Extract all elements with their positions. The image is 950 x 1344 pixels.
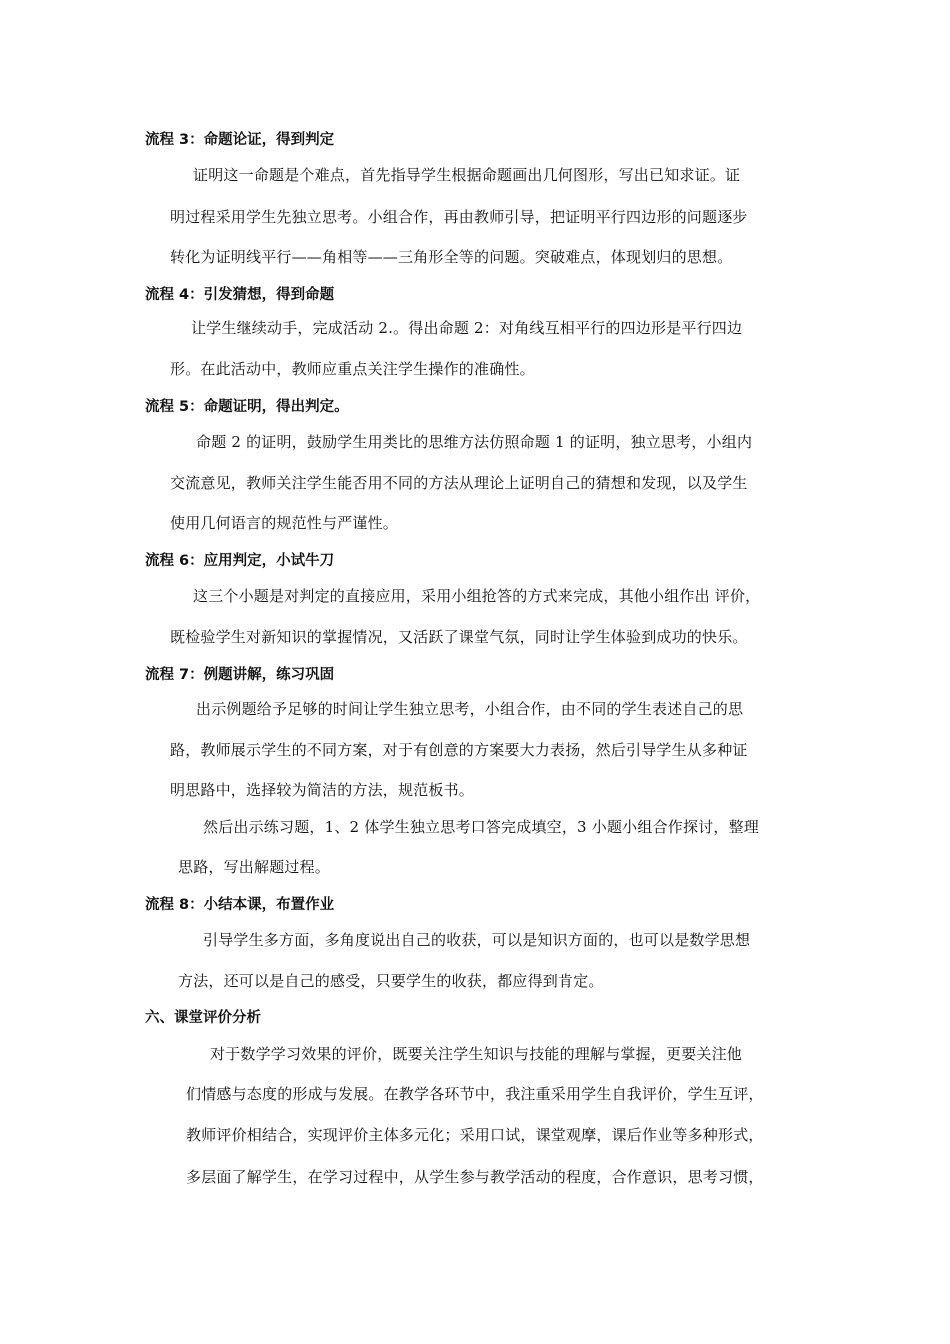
- paragraph-line: 明思路中，选择较为简洁的方法，规范板书。: [170, 781, 475, 799]
- section-heading: 流程 6：应用判定，小试牛刀: [145, 553, 335, 569]
- paragraph-line: 明过程采用学生先独立思考。小组合作，再由教师引导，把证明平行四边形的问题逐步: [170, 208, 748, 226]
- paragraph-line: 引导学生多方面，多角度说出自己的收获，可以是知识方面的，也可以是数学思想: [203, 931, 751, 949]
- paragraph-line: 路，教师展示学生的不同方案，对于有创意的方案要大力表扬，然后引导学生从多种证: [170, 741, 748, 759]
- paragraph-line: 使用几何语言的规范性与严谨性。: [170, 514, 399, 532]
- paragraph-line: 们情感与态度的形成与发展。在教学各环节中，我注重采用学生自我评价，学生互评，: [186, 1085, 764, 1103]
- paragraph-line: 教师评价相结合，实现评价主体多元化；采用口试，课堂观摩，课后作业等多种形式，: [186, 1126, 764, 1144]
- section-heading: 流程 5：命题证明，得出判定。: [145, 399, 349, 415]
- paragraph-line: 出示例题给予足够的时间让学生独立思考，小组合作，由不同的学生表述自己的思: [196, 700, 744, 718]
- paragraph-line: 思路，写出解题过程。: [178, 858, 331, 876]
- paragraph-line: 既检验学生对新知识的掌握情况，又活跃了课堂气氛，同时让学生体验到成功的快乐。: [170, 628, 748, 646]
- paragraph-line: 然后出示练习题，1、2 体学生独立思考口答完成填空，3 小题小组合作探讨，整理: [203, 818, 759, 836]
- paragraph-line: 这三个小题是对判定的直接应用，采用小组抢答的方式来完成，其他小组作出 评价，: [193, 587, 761, 605]
- section-heading: 流程 4：引发猜想，得到命题: [145, 287, 335, 303]
- paragraph-line: 形。在此活动中，教师应重点关注学生操作的准确性。: [170, 360, 535, 378]
- section-heading: 流程 8：小结本课，布置作业: [145, 897, 335, 913]
- section-heading: 六、课堂评价分析: [145, 1010, 261, 1026]
- paragraph-line: 让学生继续动手，完成活动 2.。得出命题 2：对角线互相平行的四边形是平行四边: [191, 319, 743, 337]
- paragraph-line: 证明这一命题是个难点，首先指导学生根据命题画出几何图形，写出已知求证。证: [193, 166, 741, 184]
- paragraph-line: 转化为证明线平行——角相等——三角形全等的问题。突破难点，体现划归的思想。: [170, 248, 733, 266]
- paragraph-line: 命题 2 的证明，鼓励学生用类比的思维方法仿照命题 1 的证明，独立思考，小组内: [196, 433, 753, 451]
- section-heading: 流程 7：例题讲解，练习巩固: [145, 667, 335, 683]
- paragraph-line: 方法，还可以是自己的感受，只要学生的收获，都应得到肯定。: [178, 972, 604, 990]
- section-heading: 流程 3：命题论证，得到判定: [145, 132, 335, 148]
- paragraph-line: 多层面了解学生，在学习过程中，从学生参与教学活动的程度，合作意识，思考习惯，: [186, 1168, 764, 1186]
- paragraph-line: 交流意见，教师关注学生能否用不同的方法从理论上证明自己的猜想和发现，以及学生: [170, 474, 748, 492]
- paragraph-line: 对于数学学习效果的评价，既要关注学生知识与技能的理解与掌握，更要关注他: [210, 1045, 743, 1063]
